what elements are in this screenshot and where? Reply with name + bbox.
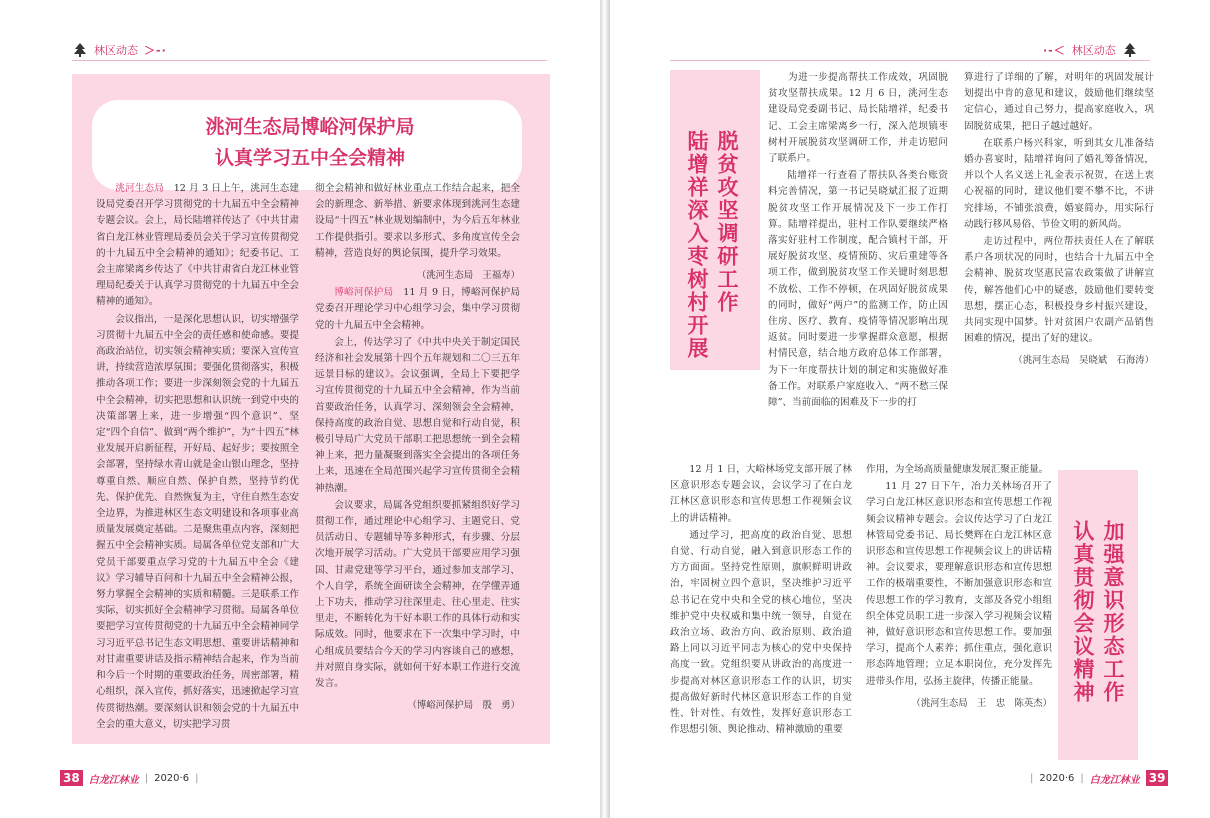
article-paragraph [315,285,520,334]
paragraph-text: 会议要求，局属各党组织要抓紧组织好学习贯彻工作，通过理论中心组学习、主题党日、党员活动日、专题辅导等多种形式，有步骤、分层次地开展学习活动。广大党员干部要应用学习强国、甘肃党建等学习平台，通过参加支部学习、个人自学，系统全面研读全会精神，在学懂弄通上下功夫，推动学习往深里走、往心里走、往实里走，不断转化为干好本职工作的具体行动和实际成效。同时，他要求在下一次集中学习时，中心组成员要结合今天的学习内容谈自己的感想，并对照自身实际，就如何干好本职工作进行交流发言。 [315,499,520,690]
paragraph-text: 12 月 3 日上午，洮河生态建设局党委召开学习贯彻党的十九届五中全会精神专题会议。会上，局长陆增祥传达了《中共甘肃省白龙江林业管理局委员会关于学习宣传贯彻党的十九届五中全会精神的通知》；纪委书记、工会主席梁离乡传达了《中共甘肃省白龙江林业管理局纪委关于认真学习贯彻党的十九届五中全会精神的通知》。 [96,183,299,308]
article-paragraph [315,335,520,497]
right-page [610,0,1210,818]
top-article-column-1 [768,70,948,450]
article-paragraph [670,528,852,739]
issue-label: 2020·6 [1039,772,1075,784]
paragraph-text: 11 月 9 日，博峪河保护局党委召开理论学习中心组学习会，集中学习贯彻党的十九届五中全会精神。 [315,287,520,331]
bottom-article-title [1068,520,1128,730]
article-title-line2: 认真学习五中全会精神 [214,147,405,169]
article-paragraph [315,181,520,262]
paragraph-text: 作用，为全场高质量健康发展汇聚正能量。 [866,464,1049,475]
paragraph-text: 11 月 27 日下午，冶力关林场召开了学习白龙江林区意识形态和宣传思想工作视频会议精神专题会。会议传达学习了白龙江林管局党委书记、局长樊辉在白龙江林区意识形态和宣传思想工作视频会议上的讲话精神。会议要求，要理解意识形态和宣传思想工作的极端重要性，不断加强意识形态和宣传思想工作的学习教育，支部及各党小组组织全体党员职工进一步深入学习视频会议精神，做好意识形态和宣传思想工作。要加强学习，提高个人素养；抓住重点，强化意识形态阵地管理；立足本职岗位，充分发挥先进带头作用，弘扬主旋律，传播正能量。 [866,481,1052,687]
article-title [100,112,520,174]
bottom-article-title-line2: 认真贯彻会议精神 [1071,520,1095,704]
magazine-name: 白龙江林业 [1089,774,1140,786]
paragraph-text: （洮河生态局 王福寿） [416,270,520,282]
article-paragraph [96,312,299,733]
paragraph-source-tag: 博峪河保护局 [334,287,394,299]
paragraph-text: 在联系户杨兴科家，听到其女儿准备结婚办喜宴时，陆增祥询问了婚礼筹备情况，并以个人名义送上礼金表示祝贺，在送上衷心祝福的同时，建议他们要不攀不比，不讲究排场，不铺张浪费，婚宴简办，用实际行动践行移风易俗、节俭文明的新风尚。 [964,137,1154,230]
article-paragraph [866,462,1052,478]
paragraph-text: 陆增祥一行查看了帮扶队各类台账资料完善情况，第一书记吴晓斌汇报了近期脱贫攻坚工作开展情况及下一步工作打算。陆增祥提出，驻村工作队要继续严格落实好驻村工作制度，配合镇村干部，开展好脱贫攻坚、疫情预防、灾后重建等各项工作，做到脱贫攻坚工作关键时刻思想不放松、工作不停顿，在巩固好脱贫成果的同时，做好“两户”的监测工作，防止因住房、医疗、教育、疫情等情况影响出现返贫。同时要进一步掌握群众意愿，根据村情民意，结合地方政府总体工作部署，为下一年度帮扶计划的制定和实施做好准备工作。对联系户家庭收入、“两不愁三保障”、当前面临的困难及下一步的打 [768,170,948,409]
magazine-name: 白龙江林业 [88,774,139,786]
paragraph-text: 12 月 1 日，大峪林场党支部开展了林区意识形态专题会议，会议学习了在白龙江林区意识形态和宣传思想工作视频会议上的讲话精神。 [670,464,852,524]
bottom-article-title-line1: 加强意识形态工作 [1101,520,1125,704]
article-paragraph [964,136,1154,233]
left-article-column-1 [96,181,299,741]
tree-logo-icon [1122,42,1138,58]
page-number: 39 [1146,770,1169,786]
left-header-deco: ＞-· [144,44,167,57]
bottom-article-column-1 [670,462,852,762]
left-footer: 38 白龙江林业 | 2020·6 | [60,770,198,786]
paragraph-text: 为进一步提高帮扶工作成效，巩固脱贫攻坚帮扶成果。12 月 6 日，洮河生态建设局党委副书记、局长陆增祥，纪委书记、工会主席梁离乡一行，深入范坝镇枣树村开展脱贫攻坚调研工作，并走访慰问了联系户。 [768,72,948,165]
article-paragraph [866,479,1052,690]
top-article-title-line2: 陆增祥深入枣树村开展 [685,130,709,360]
paragraph-text: 彻全会精神和做好林业重点工作结合起来，把全会的新理念、新举措、新要求体现到洮河生态建设局“十四五”林业规划编制中，为今后五年林业工作提供指引。要求以多形式、多角度宣传全会精神，营造良好的舆论氛围，提升学习效果。 [315,183,520,259]
tree-logo-icon [72,42,88,58]
article-paragraph [315,498,520,692]
top-article-column-2 [964,70,1154,450]
issue-label: 2020·6 [154,772,190,784]
paragraph-text: 走访过程中，两位帮扶责任人在了解联系户各项状况的同时，也结合十九届五中全会精神、脱贫攻坚惠民富农政策做了讲解宣传，解答他们心中的疑惑，鼓励他们要转变思想，摆正心态，积极投身乡村振兴建设，共同实现中国梦。针对贫困户农副产品销售困难的情况，提出了好的建议。 [964,236,1154,345]
right-header [1043,40,1138,60]
left-header-rule [72,60,547,61]
left-page [0,0,600,818]
paragraph-text: （博峪河保护局 殷 勇） [407,700,520,712]
article-title-line1: 洮河生态局博峪河保护局 [205,116,415,138]
article-paragraph [768,168,948,411]
article-paragraph [670,462,852,527]
paragraph-text: 会议指出，一是深化思想认识，切实增强学习贯彻十九届五中全会的责任感和使命感。要提高政治站位，切实领会精神实质；要深入宣传宣讲，持续营造浓厚氛围；要强化贯彻落实，积极推动各项工作；要进一步深刻领会党的十九届五中全会精神，切实把思想和认识统一到党中央的决策部署上来，进一步增强“四个意识”、坚定“四个自信”、做到“两个维护”，为“十四五”林业发展开启新征程，开好局、起好步；要按照全会部署，坚持绿水青山就是金山银山理念，坚持尊重自然、顺应自然、保护自然，坚持节约优先、保护优先、自然恢复为主，守住自然生态安全边界，为推进林区生态文明建设和各项事业高质量发展奠定基础。二是聚焦重点内容，深刻把握五中全会精神实质。局属各单位党支部和广大党员干部要重点学习党的十九届五中全会《建议》学习辅导百问和十九届五中全会精神公报，努力掌握全会精神的实质和精髓。三是联系工作实际，切实抓好全会精神学习贯彻。局属各单位要把学习宣传贯彻党的十九届五中全会精神同学习习近平总书记生态文明思想、重要讲话精神和对甘肃重要讲话及指示精神结合起来，作为当前和今后一个时期的重要政治任务，周密部署，精心组织，深入宣传，抓好落实，迅速掀起学习宣传贯彻热潮。要深刻认识和领会党的十九届五中全会的重大意义，切实把学习贯 [96,313,299,730]
paragraph-text: （洮河生态局 王 忠 陈英杰） [911,697,1052,709]
paragraph-source-tag: 洮河生态局 [115,183,164,194]
paragraph-text: 通过学习，把高度的政治自觉、思想自觉、行动自觉，融入到意识形态工作的方方面面。坚持党性原则，旗帜鲜明讲政治，牢固树立四个意识，坚决维护习近平总书记在党中央和全党的核心地位，坚决维护党中央权威和集中统一领导，自觉在政治立场、政治方向、政治原则、政治道路上同以习近平同志为核心的党中央保持高度一致。党组织要从讲政治的高度进一步提高对林区意识形态工作的认识，切实提高做好新时代林区意识形态工作的自觉性、针对性、有效性，发挥好意识形态工作思想引领、舆论推动、精神激励的重要 [670,529,852,736]
article-signature [964,353,1154,369]
paragraph-text: （洮河生态局 吴晓斌 石海涛） [1013,355,1154,367]
article-paragraph [768,70,948,167]
article-signature [866,696,1052,712]
page-number: 38 [60,770,83,786]
top-article-title-line1: 脱贫攻坚调研工作 [715,130,739,314]
article-signature [315,268,520,284]
paragraph-text: 算进行了详细的了解，对明年的巩固发展计划提出中肯的意见和建议，鼓励他们继续坚定信心，通过自己努力，提高家庭收入，巩固脱贫成果，把日子越过越好。 [964,72,1154,132]
bottom-article-column-2 [866,462,1052,762]
right-header-deco: ·-＜ [1043,44,1066,57]
article-paragraph [96,181,299,311]
right-header-section: 林区动态 [1071,44,1116,57]
article-paragraph [964,70,1154,135]
left-article-column-2 [315,181,520,741]
book-spine [600,0,610,818]
top-article-title [682,130,742,370]
left-header-section: 林区动态 [94,44,138,57]
article-paragraph [964,234,1154,347]
right-footer: | 2020·6 | 白龙江林业 39 [1030,770,1168,786]
right-header-rule [670,60,1150,61]
left-header [72,40,167,60]
paragraph-text: 会上，传达学习了《中共中央关于制定国民经济和社会发展第十四个五年规划和二〇三五年远景目标的建议》。会议强调，全局上下要把学习宣传贯彻党的十九届五中全会精神，作为当前首要政治任务，认真学习、深刻领会全会精神，保持高度的政治自觉、思想自觉和行动自觉，积极引导局广大党员干部职工把思想统一到全会精神上来，把力量凝聚到落实全会提出的各项任务上来，迅速在全局范围兴起学习宣传贯彻全会精神热潮。 [315,336,520,494]
article-signature [315,698,520,714]
